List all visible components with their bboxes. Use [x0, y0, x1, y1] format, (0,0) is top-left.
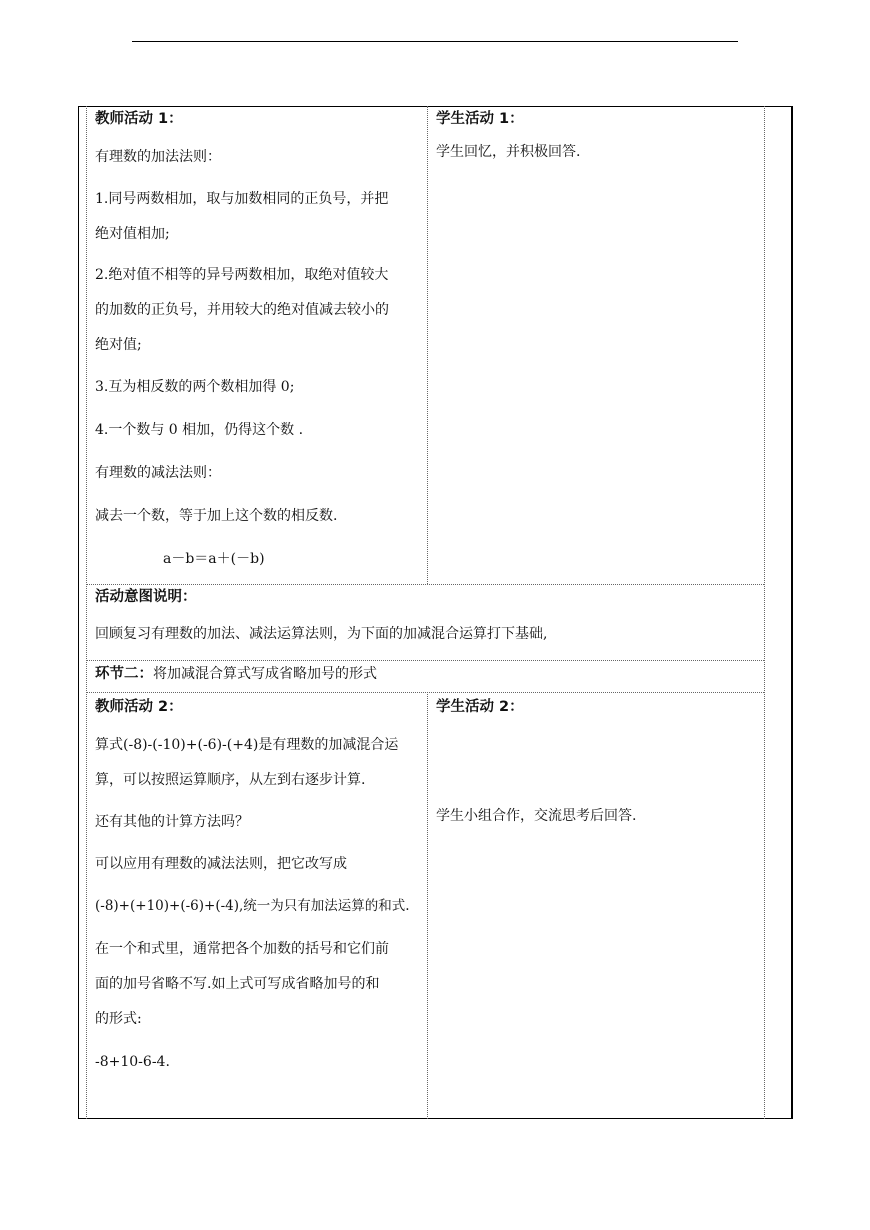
left-inner-border [86, 106, 87, 1119]
teacher-2-line: 面的加号省略不写.如上式可写成省略加号的和 [95, 976, 380, 992]
section2-label: 环节二： [95, 666, 153, 682]
teacher-1-line: 有理数的减法法则： [95, 465, 221, 481]
teacher-1-line: 绝对值; [95, 337, 142, 353]
intent-text: 回顾复习有理数的加法、减法运算法则，为下面的加减混合运算打下基础, [95, 626, 548, 642]
teacher-2-line: 的形式: [95, 1011, 142, 1027]
student-activity-2-heading: 学生活动 2： [436, 699, 524, 715]
row-divider-1 [86, 584, 764, 585]
teacher-activity-1-heading: 教师活动 1： [95, 111, 183, 127]
teacher-1-line: 有理数的加法法则： [95, 149, 221, 165]
teacher-1-line: 绝对值相加; [95, 226, 170, 242]
teacher-1-line: 的加数的正负号，并用较大的绝对值减去较小的 [95, 302, 389, 318]
teacher-2-line: 算，可以按照运算顺序，从左到右逐步计算. [95, 772, 366, 788]
teacher-1-line: 1.同号两数相加，取与加数相同的正负号，并把 [95, 191, 389, 207]
row-divider-3 [86, 692, 764, 693]
lesson-plan-table [78, 106, 792, 1119]
teacher-2-line: 可以应用有理数的减法法则，把它改写成 [95, 856, 347, 872]
teacher-1-line: 4.一个数与 0 相加，仍得这个数 . [95, 422, 304, 438]
teacher-1-line: 3.互为相反数的两个数相加得 0; [95, 379, 295, 395]
section2-title: 将加减混合算式写成省略加号的形式 [153, 666, 377, 682]
intent-heading: 活动意图说明： [95, 589, 197, 605]
teacher-activity-2-heading: 教师活动 2： [95, 699, 183, 715]
teacher-2-line: (-8)+(+10)+(-6)+(-4),统一为只有加法运算的和式. [95, 898, 410, 914]
teacher-2-line: 还有其他的计算方法吗？ [95, 814, 249, 830]
column-divider-1 [427, 106, 428, 584]
teacher-1-line: 减去一个数，等于加上这个数的相反数. [95, 508, 338, 524]
student-activity-1-heading: 学生活动 1： [436, 111, 524, 127]
teacher-1-line: 2.绝对值不相等的异号两数相加，取绝对值较大 [95, 267, 389, 283]
teacher-2-line: 算式(-8)-(-10)+(-6)-(+4)是有理数的加减混合运 [95, 737, 399, 753]
header-rule [132, 41, 738, 42]
student-1-text: 学生回忆，并积极回答. [436, 144, 581, 160]
row-divider-2 [86, 660, 764, 661]
column-divider-2 [427, 692, 428, 1119]
teacher-2-line: 在一个和式里，通常把各个加数的括号和它们前 [95, 941, 389, 957]
student-2-text: 学生小组合作，交流思考后回答. [436, 808, 637, 824]
subtraction-formula: a－b＝a＋(－b) [163, 551, 265, 567]
right-outer-border [792, 106, 793, 1119]
teacher-2-line: -8+10-6-4. [95, 1054, 170, 1070]
section2-bar [95, 667, 377, 682]
right-inner-border [764, 106, 765, 1119]
